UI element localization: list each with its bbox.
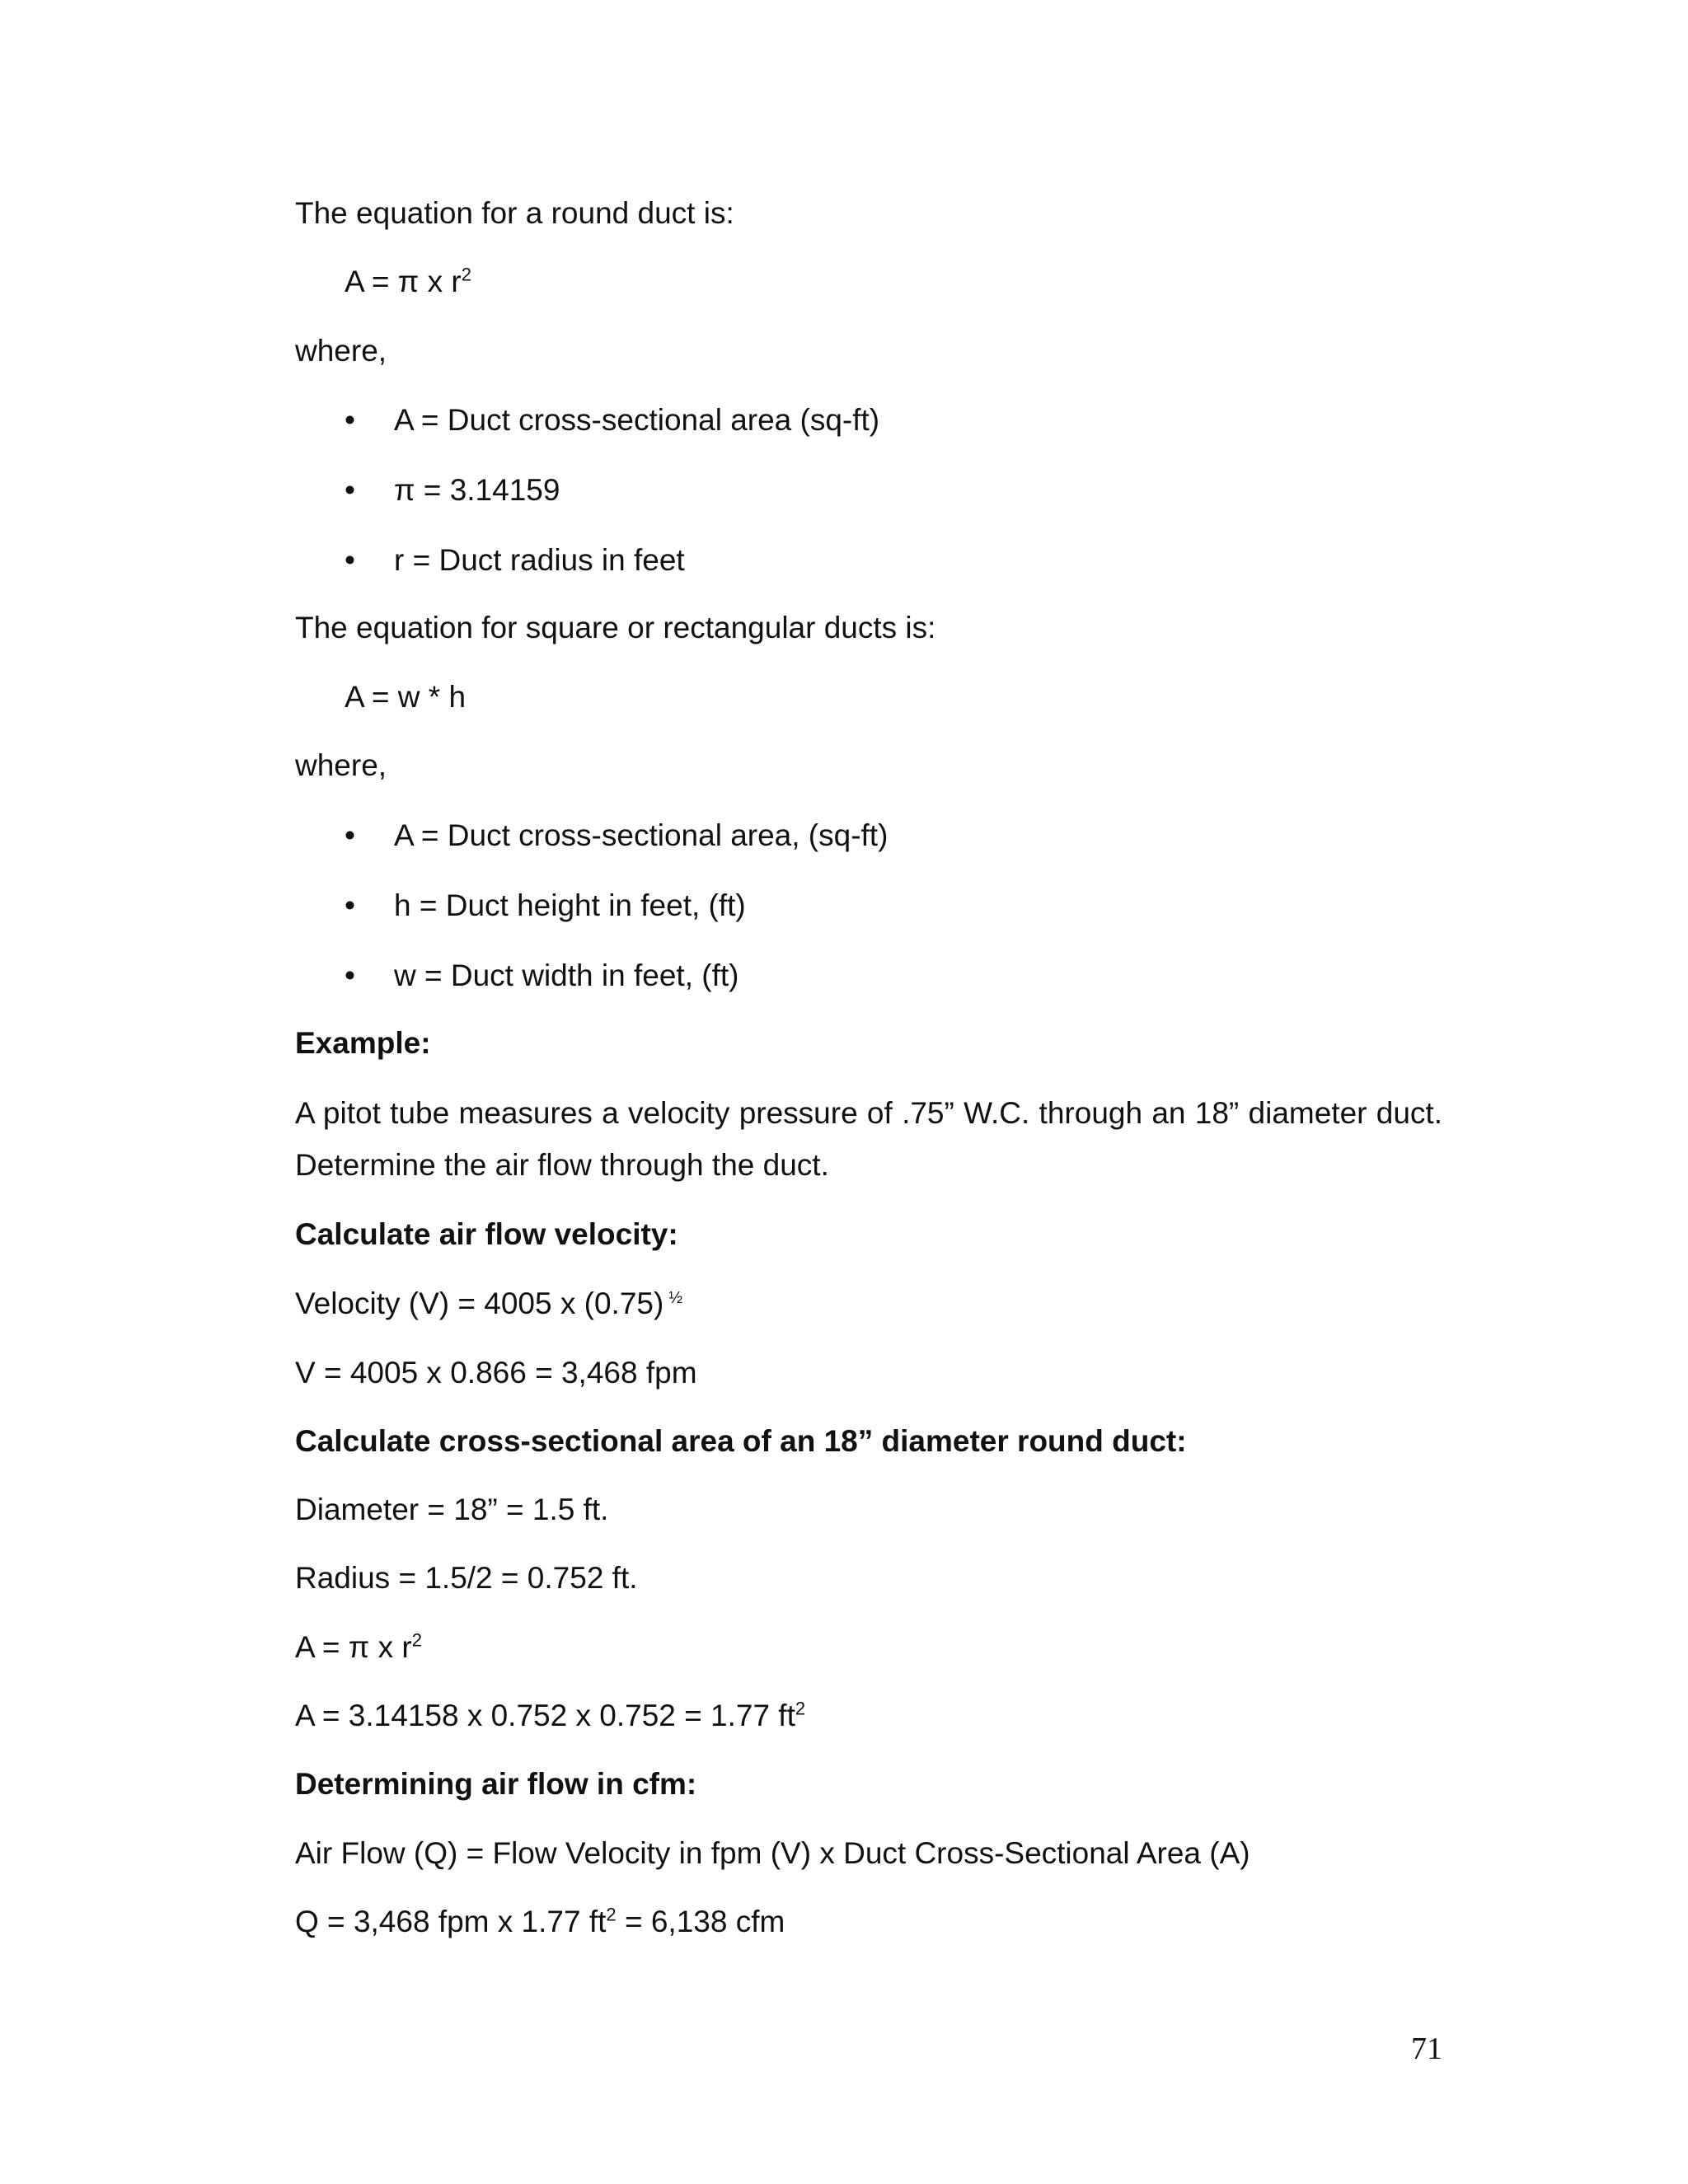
variable-definition: A = Duct cross-sectional area (sq-ft) — [394, 403, 880, 437]
bullet-icon: • — [345, 403, 355, 437]
exponent: 2 — [795, 1698, 806, 1719]
exponent: 2 — [411, 1629, 422, 1651]
velocity-result: V = 4005 x 0.866 = 3,468 fpm — [295, 1356, 697, 1390]
example-heading: Example: — [295, 1026, 431, 1060]
radius-line: Radius = 1.5/2 = 0.752 ft. — [295, 1561, 638, 1595]
area-result — [295, 1696, 805, 1736]
exponent: 2 — [461, 264, 471, 285]
flow-heading: Determining air flow in cfm: — [295, 1767, 697, 1801]
equation-text: A = π x r — [345, 265, 462, 298]
variable-definition: π = 3.14159 — [394, 473, 560, 507]
where-label: where, — [295, 334, 387, 368]
equation-text: Velocity (V) = 4005 x (0.75) — [295, 1286, 664, 1320]
equation-text: = 6,138 cfm — [616, 1905, 785, 1938]
bullet-icon: • — [345, 543, 355, 577]
bullet-icon: • — [345, 958, 355, 992]
bullet-icon: • — [345, 888, 355, 922]
area-equation — [295, 1628, 422, 1667]
variable-definition: h = Duct height in feet, (ft) — [394, 888, 746, 922]
flow-result — [295, 1902, 785, 1942]
area-heading: Calculate cross-sectional area of an 18” diameter round duct: — [295, 1424, 1187, 1458]
exponent: 2 — [606, 1904, 617, 1925]
variable-definition: w = Duct width in feet, (ft) — [394, 958, 739, 992]
page-number: 71 — [1411, 2032, 1442, 2066]
where-label: where, — [295, 748, 387, 782]
bullet-icon: • — [345, 818, 355, 852]
equation-text: Q = 3,468 fpm x 1.77 ft — [295, 1905, 607, 1938]
flow-equation: Air Flow (Q) = Flow Velocity in fpm (V) x Duct Cross-Sectional Area (A) — [295, 1836, 1250, 1870]
round-duct-equation — [345, 262, 471, 302]
velocity-equation — [295, 1284, 682, 1324]
rect-duct-intro: The equation for square or rectangular ducts is: — [295, 611, 936, 644]
equation-text: A = π x r — [295, 1630, 412, 1664]
rect-duct-equation: A = w * h — [345, 680, 467, 714]
round-duct-intro: The equation for a round duct is: — [295, 196, 734, 230]
variable-definition: r = Duct radius in feet — [394, 543, 685, 577]
example-paragraph: A pitot tube measures a velocity pressure of .75” W.C. through an 18” diameter duct. Determine the air flow through the duct. — [295, 1096, 1442, 1182]
diameter-line: Diameter = 18” = 1.5 ft. — [295, 1493, 609, 1526]
variable-definition: A = Duct cross-sectional area, (sq-ft) — [394, 818, 889, 852]
velocity-heading: Calculate air flow velocity: — [295, 1217, 678, 1251]
equation-text: A = 3.14158 x 0.752 x 0.752 = 1.77 ft — [295, 1699, 795, 1732]
bullet-icon: • — [345, 473, 355, 507]
exponent: ½ — [668, 1288, 682, 1307]
